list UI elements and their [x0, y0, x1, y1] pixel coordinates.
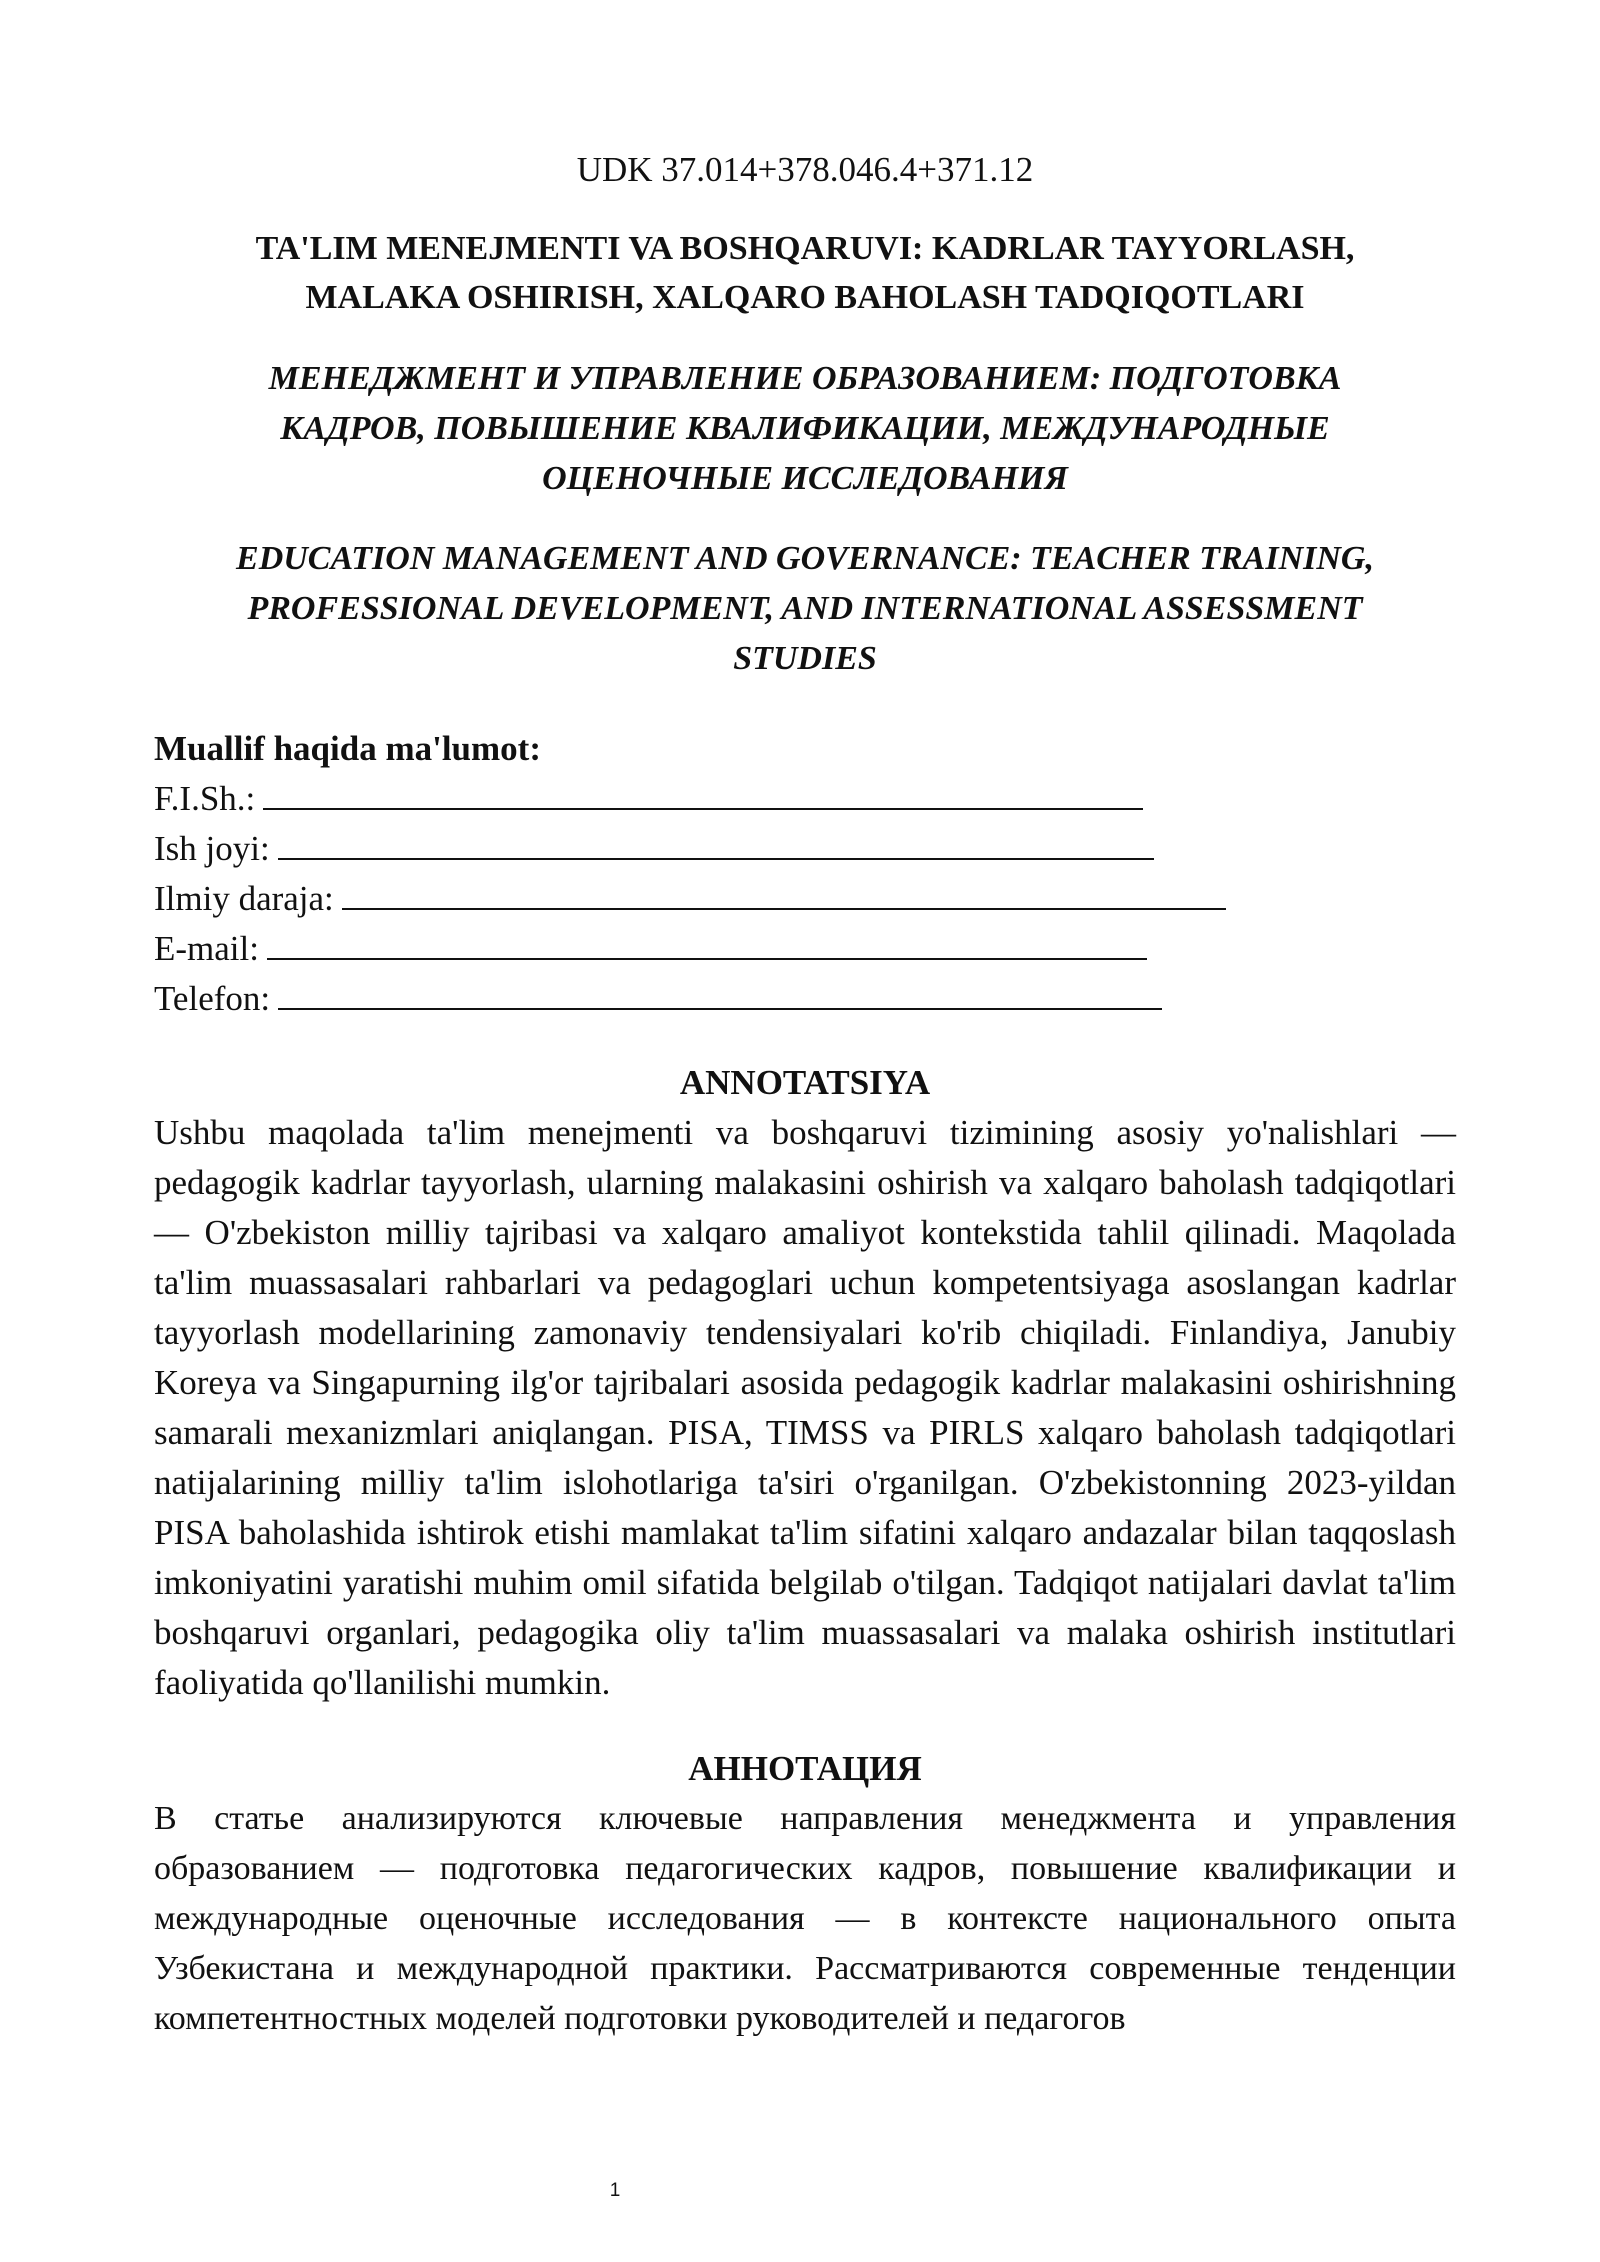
annotation-ru-text: В статье анализируются ключевые направления менеджмента и управления образованием — подготовка педагогических кадров, повышение квалификации и международные оценочные исследования — в контексте национального опыта Узбекистана и международной практики. Рассматриваются современные тенденции компетентностных моделей подготовки руководителей и педагогов	[154, 1800, 1456, 2037]
title-uzbek-line: TA'LIM MENEJMENTI VA BOSHQARUVI: KADRLAR TAYYORLASH,	[255, 230, 1355, 267]
degree-label: Ilmiy daraja:	[154, 879, 334, 918]
degree-blank-line[interactable]	[342, 878, 1226, 910]
title-russian	[154, 354, 1456, 504]
phone-label: Telefon:	[154, 979, 271, 1018]
annotation-uz-text: Ushbu maqolada ta'lim menejmenti va boshqaruvi tizimining asosiy yo'nalishlari — pedagogik kadrlar tayyorlash, ularning malakasini oshirish va xalqaro baholash tadqiqotlari — O'zbekiston milliy tajribasi va xalqaro amaliyot kontekstida tahlil qilinadi. Maqolada ta'lim muassasalari rahbarlari va pedagoglari uchun kompetentsiyaga asoslangan kadrlar tayyorlash modellarining zamonaviy tendensiyalari ko'rib chiqiladi. Finlandiya, Janubiy Koreya va Singapurning ilg'or tajribalari asosida pedagogik kadrlar malakasini oshirishning samarali mexanizmlari aniqlangan. PISA, TIMSS va PIRLS xalqaro baholash tadqiqotlari natijalarining milliy ta'lim islohotlariga ta'siri o'rganilgan. O'zbekistonning 2023-yildan PISA baholashida ishtirok etishi mamlakat ta'lim sifatini xalqaro andazalar bilan taqqoslash imkoniyatini yaratishi muhim omil sifatida belgilab o'tilgan. Tadqiqot natijalari davlat ta'lim boshqaruvi organlari, pedagogika oliy ta'lim muassasalari va malaka oshirish institutlari faoliyatida qo'llanilishi mumkin.	[154, 1113, 1456, 1702]
phone-field	[154, 974, 1456, 1024]
title-uzbek	[154, 224, 1456, 322]
page-number: 1	[609, 2180, 621, 2201]
title-english-line: PROFESSIONAL DEVELOPMENT, AND INTERNATIONAL ASSESSMENT	[247, 590, 1363, 627]
email-blank-line[interactable]	[267, 928, 1147, 960]
email-label: E-mail:	[154, 929, 259, 968]
workplace-blank-line[interactable]	[278, 828, 1154, 860]
title-english	[154, 534, 1456, 684]
phone-blank-line[interactable]	[278, 978, 1162, 1010]
author-info-heading: Muallif haqida ma'lumot:	[154, 729, 541, 768]
title-russian-line: КАДРОВ, ПОВЫШЕНИЕ КВАЛИФИКАЦИИ, МЕЖДУНАРОДНЫЕ	[280, 410, 1330, 447]
author-info	[154, 724, 1456, 1024]
title-russian-line: ОЦЕНОЧНЫЕ ИССЛЕДОВАНИЯ	[542, 460, 1068, 497]
workplace-label: Ish joyi:	[154, 829, 270, 868]
document-page	[154, 150, 1456, 2044]
fio-field	[154, 774, 1456, 824]
title-russian-line: МЕНЕДЖМЕНТ И УПРАВЛЕНИЕ ОБРАЗОВАНИЕМ: ПОДГОТОВКА	[268, 360, 1342, 397]
annotation-uz-heading: ANNOTATSIYA	[679, 1063, 931, 1102]
fio-label: F.I.Sh.:	[154, 779, 256, 818]
title-uzbek-line: MALAKA OSHIRISH, XALQARO BAHOLASH TADQIQOTLARI	[305, 279, 1305, 316]
title-english-line: STUDIES	[733, 640, 877, 677]
degree-field	[154, 874, 1456, 924]
annotation-ru-heading: АННОТАЦИЯ	[688, 1749, 922, 1788]
fio-blank-line[interactable]	[263, 778, 1143, 810]
title-english-line: EDUCATION MANAGEMENT AND GOVERNANCE: TEACHER TRAINING,	[236, 540, 1374, 577]
email-field	[154, 924, 1456, 974]
udk-code: UDK 37.014+378.046.4+371.12	[576, 150, 1034, 189]
workplace-field	[154, 824, 1456, 874]
